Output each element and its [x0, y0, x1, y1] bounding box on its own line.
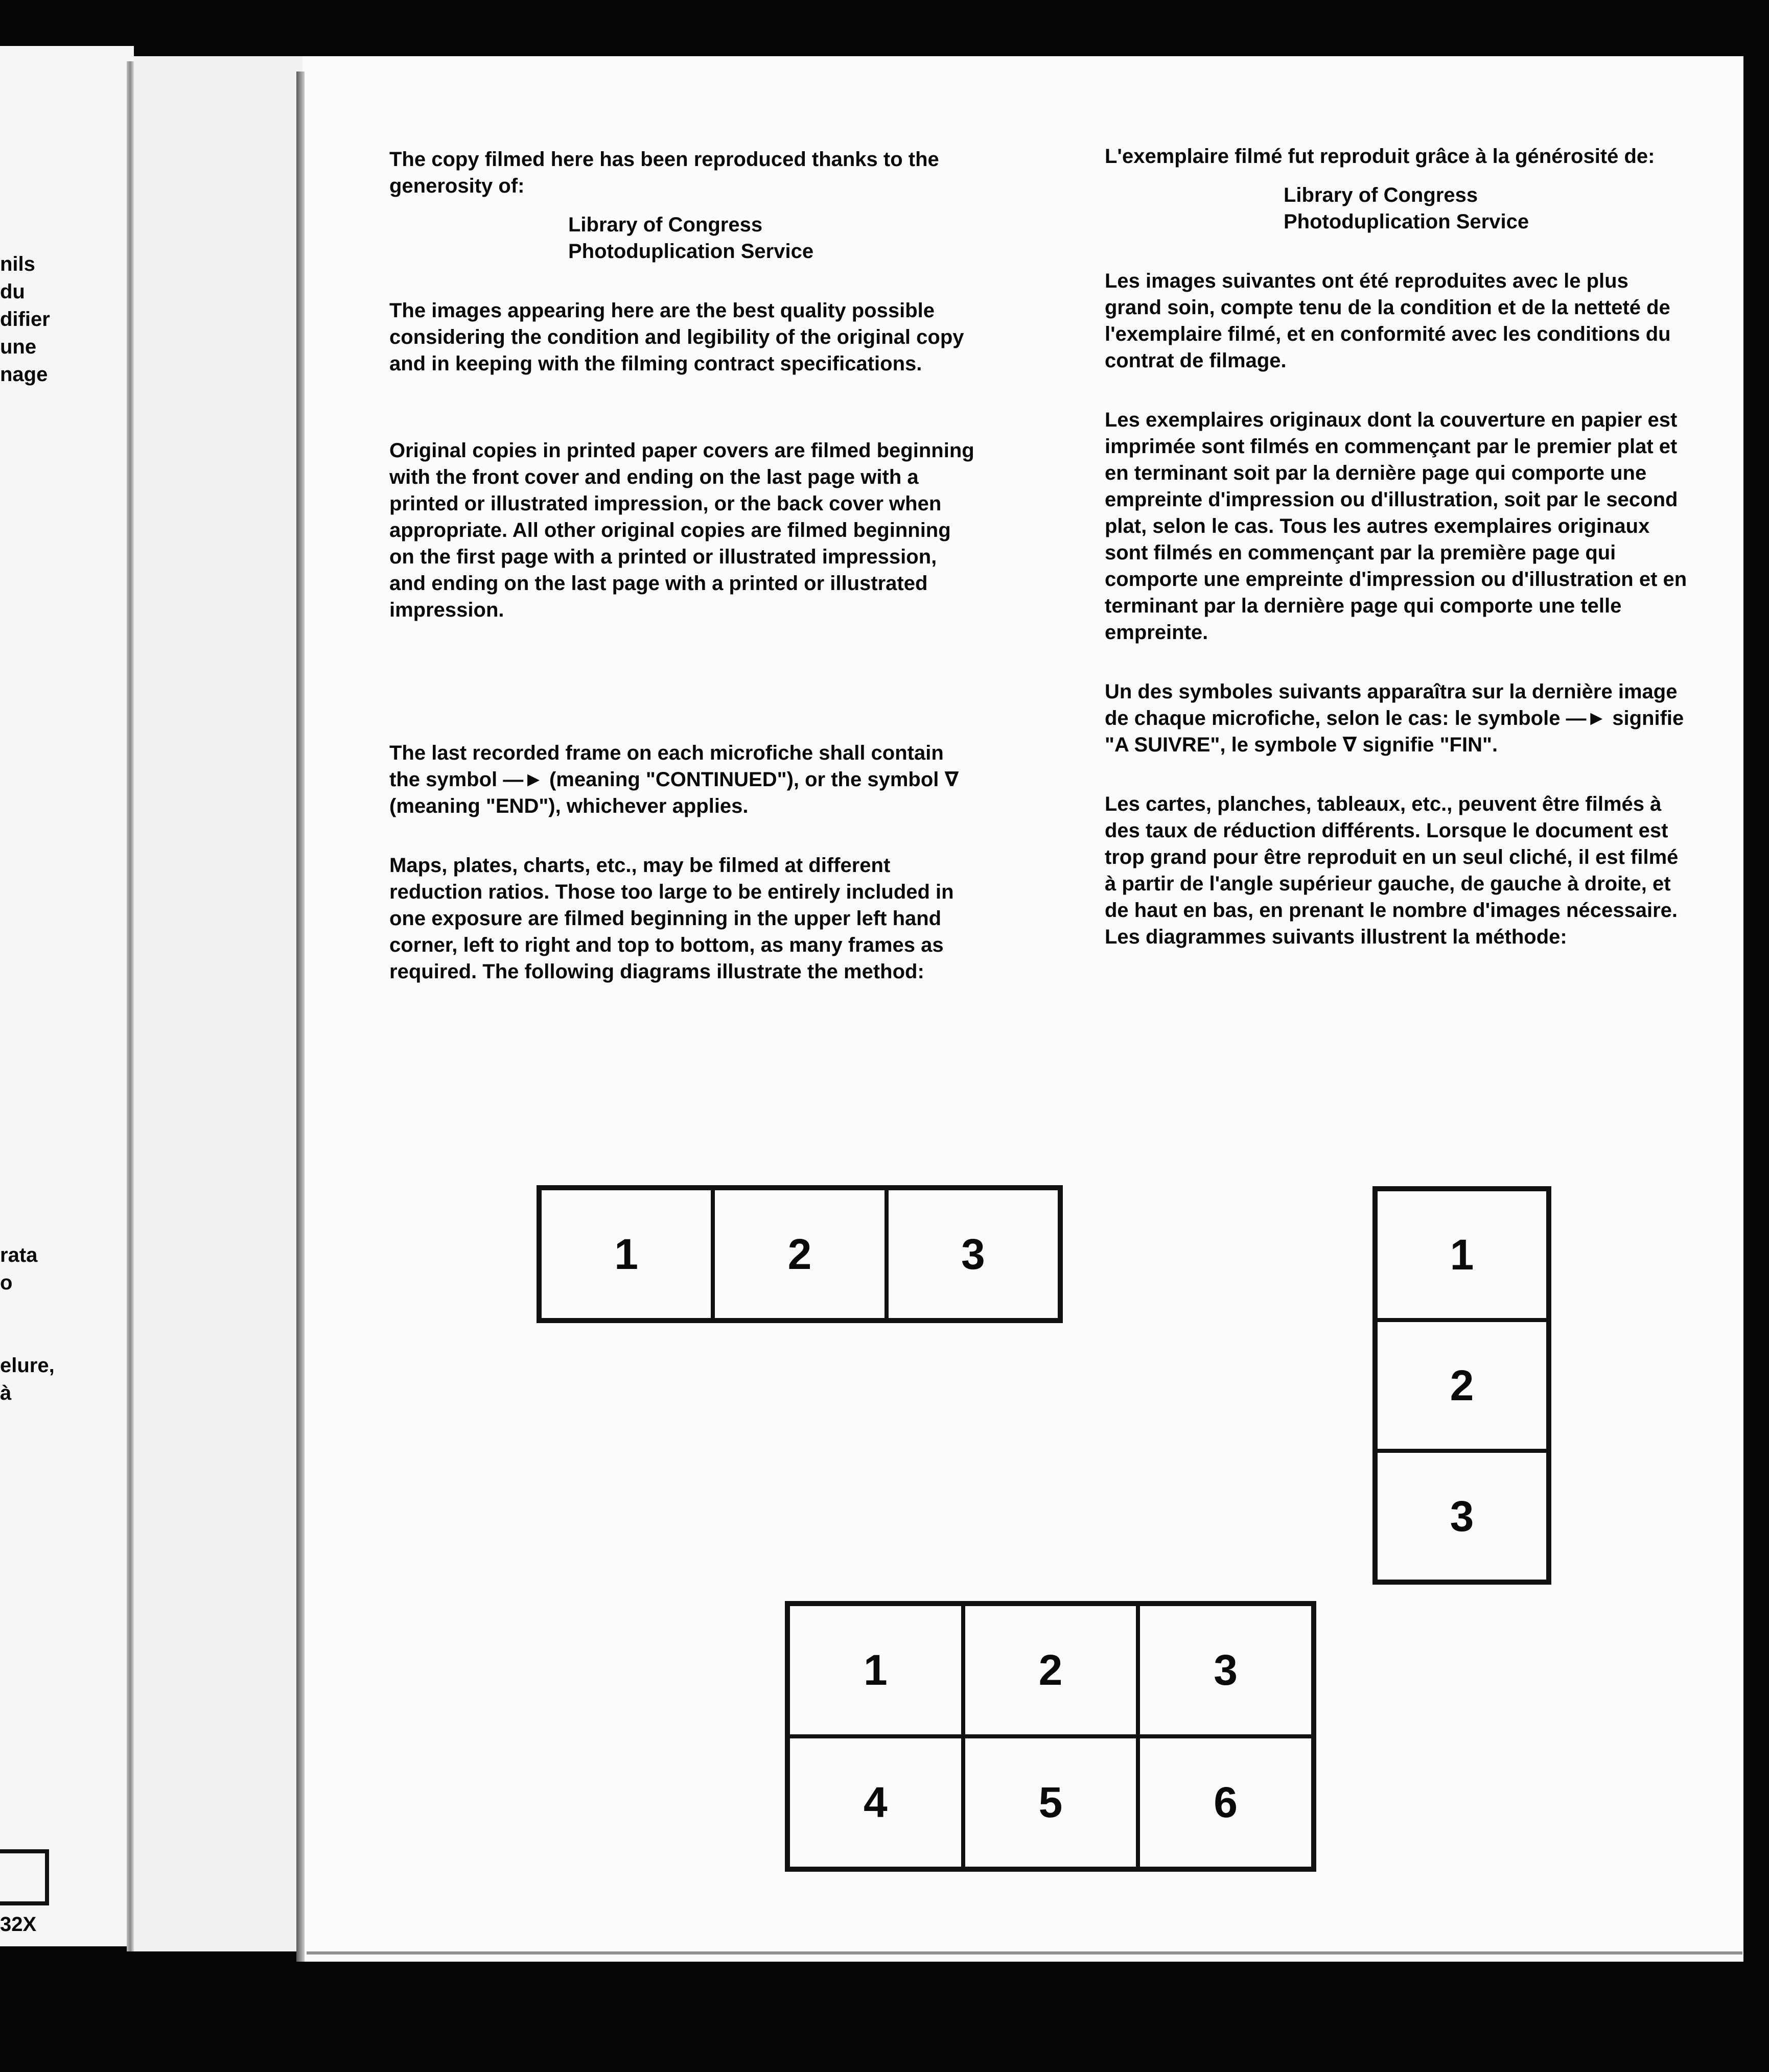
diagram-vertical	[1372, 1186, 1551, 1585]
english-symbols: The last recorded frame on each microfiche shall contain the symbol ―► (meaning "CONTINUED"), or the symbol ∇ (meaning "END"), whichever applies.	[389, 742, 959, 817]
fragment-line: o	[0, 1272, 13, 1294]
library-name: Library of Congress	[1284, 184, 1478, 206]
library-service: Photoduplication Service	[568, 240, 814, 263]
fragment-line: rata	[0, 1244, 38, 1266]
fragment-line: nils	[0, 253, 35, 275]
frame-cell: 5	[963, 1736, 1138, 1869]
french-filming-order: Les exemplaires originaux dont la couverture en papier est imprimée sont filmés en commençant par le premier plat et en terminant soit par la dernière page qui comporte une empreinte d'impression ou d'illustration, soit par le second plat, selon le cas. Tous les autres exemplaires originaux sont filmés en commençant par la première page qui comporte une empreinte d'impression ou d'illustration et en terminant par la dernière page qui comporte une telle empreinte.	[1105, 409, 1687, 644]
french-symbols: Un des symboles suivants apparaîtra sur la dernière image de chaque microfiche, selon le cas: le symbole ―► signifie "A SUIVRE", le symbole ∇ signifie "FIN".	[1105, 680, 1684, 756]
fragment-line: une	[0, 336, 37, 358]
ratio-label: 32X	[0, 1913, 37, 1936]
frame-cell: 6	[1138, 1736, 1313, 1869]
fold-shadow	[127, 61, 134, 1951]
fragment-line: à	[0, 1382, 12, 1404]
page-bottom-edge	[307, 1951, 1742, 1955]
english-intro: The copy filmed here has been reproduced thanks to the generosity of:	[389, 148, 939, 197]
frame-cell: 2	[1376, 1320, 1548, 1451]
library-name: Library of Congress	[568, 214, 763, 236]
diagram-horizontal	[537, 1185, 1063, 1323]
fragment-line: nage	[0, 363, 48, 386]
english-quality-note: The images appearing here are the best quality possible considering the condition and legibility of the original copy and in keeping with the filming contract specifications.	[389, 299, 964, 375]
french-library	[1284, 182, 1687, 235]
french-intro: L'exemplaire filmé fut reproduit grâce à la générosité de:	[1105, 145, 1655, 168]
english-filming-order: Original copies in printed paper covers are filmed beginning with the front cover and ending on the last page with a printed or illustrated impression, or the back cover when appropriate. All other original copies are filmed beginning on the first page with a printed or illustrated impression, and ending on the last page with a printed or illustrated impression.	[389, 439, 974, 621]
frame-cell: 1	[540, 1188, 713, 1320]
ratio-box	[0, 1849, 49, 1905]
frame-cell: 1	[788, 1604, 963, 1736]
frame-cell: 4	[788, 1736, 963, 1869]
library-service: Photoduplication Service	[1284, 210, 1529, 233]
fragment-line: difier	[0, 308, 50, 331]
english-column	[389, 146, 977, 985]
frame-cell: 3	[1138, 1604, 1313, 1736]
frame-cell: 3	[1376, 1451, 1548, 1582]
fragment-line: du	[0, 280, 25, 303]
diagram-grid	[785, 1601, 1316, 1872]
frame-cell: 1	[1376, 1189, 1548, 1320]
frame-cell: 2	[963, 1604, 1138, 1736]
frame-cell: 3	[887, 1188, 1060, 1320]
french-column	[1105, 143, 1687, 950]
page-gutter	[134, 56, 302, 1951]
frame-cell: 2	[713, 1188, 886, 1320]
left-page-fragment	[0, 46, 134, 1946]
english-library	[568, 211, 977, 265]
fragment-line: elure,	[0, 1354, 55, 1377]
french-maps: Les cartes, planches, tableaux, etc., peuvent être filmés à des taux de réduction différents. Lorsque le document est trop grand pour être reproduit en un seul cliché, il est filmé à partir de l'angle supérieur gauche, de gauche à droite, et de haut en bas, en prenant le nombre d'images nécessaire. Les diagrammes suivants illustrent la méthode:	[1105, 793, 1679, 948]
french-quality-note: Les images suivantes ont été reproduites avec le plus grand soin, compte tenu de la condition et de la netteté de l'exemplaire filmé, et en conformité avec les conditions du contrat de filmage.	[1105, 270, 1671, 372]
page-edge	[296, 72, 305, 1962]
english-maps: Maps, plates, charts, etc., may be filmed at different reduction ratios. Those too large to be entirely included in one exposure are filmed beginning in the upper left hand corner, left to right and top to bottom, as many frames as required. The following diagrams illustrate the method:	[389, 854, 954, 983]
